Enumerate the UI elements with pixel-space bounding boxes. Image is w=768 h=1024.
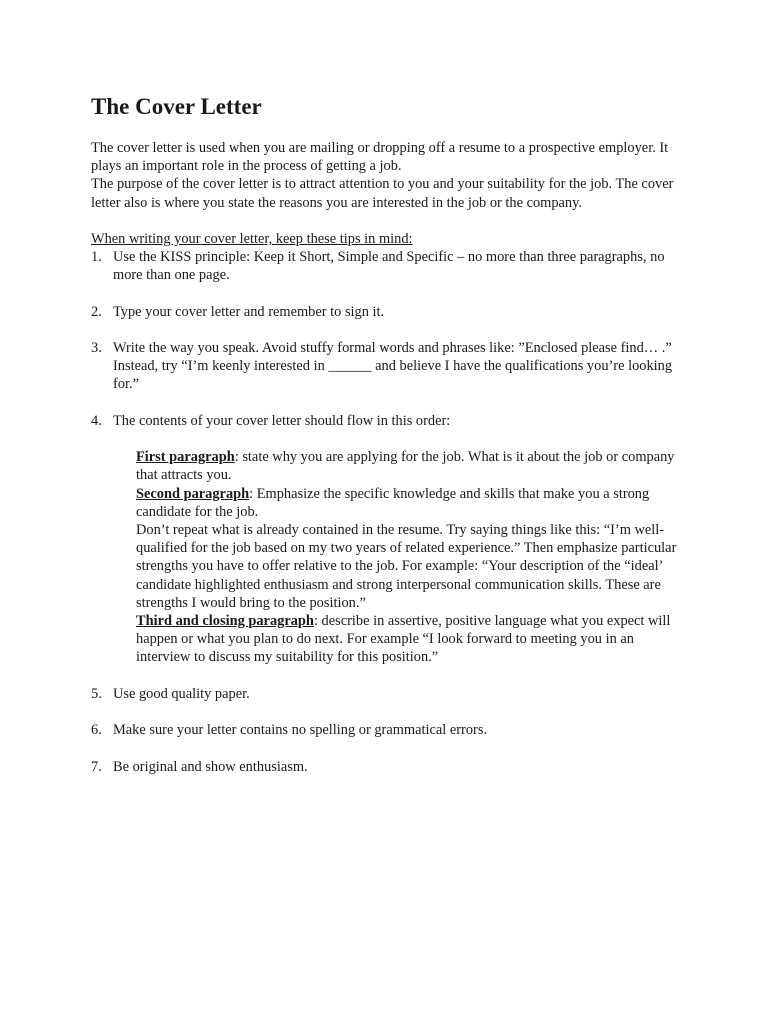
third-paragraph-label: Third and closing paragraph — [136, 613, 314, 630]
list-item-text: Type your cover letter and remember to sign it. — [113, 303, 385, 320]
list-number: 1. — [91, 249, 102, 266]
list-number: 4. — [91, 412, 102, 429]
list-item — [91, 412, 691, 667]
first-paragraph-tip — [136, 448, 691, 484]
list-item-text: Write the way you speak. Avoid stuffy formal words and phrases like: ”Enclosed please find… .” Instead, try “I’m keenly interested in ______ and believe I have the qualifications you’re looking for.” — [113, 340, 673, 393]
second-paragraph-extra: Don’t repeat what is already contained in the resume. Try saying things like this: “I’m well-qualified for the job based on my two years of related experience.” Then emphasize particular strengths you have to offer relative to the job. For example: “Your description of the “ideal’ candidate highlighted enthusiasm and strong interpersonal communication skills. These are strengths I would bring to the position.” — [136, 522, 677, 611]
list-item — [91, 303, 691, 321]
list-number: 6. — [91, 722, 102, 739]
list-item — [91, 248, 691, 284]
second-paragraph-label: Second paragraph — [136, 485, 250, 502]
second-paragraph-text: : Emphasize the specific knowledge and skills that make you a strong candidate for the job. — [136, 485, 650, 520]
third-paragraph-text: : describe in assertive, positive language what you expect will happen or what you plan to do next. For example “I look forward to meeting you in an interview to discuss my suitability for this position.” — [136, 613, 671, 666]
third-paragraph-tip — [136, 612, 691, 667]
list-item-text: Make sure your letter contains no spelling or grammatical errors. — [113, 722, 488, 739]
tips-heading: When writing your cover letter, keep these tips in mind: — [91, 230, 413, 247]
list-item-text: Use the KISS principle: Keep it Short, Simple and Specific – no more than three paragraphs, no more than one page. — [113, 249, 665, 284]
intro-paragraph: The cover letter is used when you are mailing or dropping off a resume to a prospective employer. It plays an important role in the process of getting a job. — [91, 140, 669, 175]
document-page — [91, 92, 691, 794]
list-item-text: Be original and show enthusiasm. — [113, 758, 308, 775]
list-item — [91, 721, 691, 739]
first-paragraph-text: : state why you are applying for the job. What is it about the job or company that attracts you. — [136, 449, 675, 484]
list-item — [91, 758, 691, 776]
list-number: 5. — [91, 685, 102, 702]
list-number: 7. — [91, 758, 102, 775]
tips-list — [91, 248, 691, 776]
document-title: The Cover Letter — [91, 94, 262, 119]
list-item-text: Use good quality paper. — [113, 685, 250, 702]
list-item-text: The contents of your cover letter should flow in this order: — [113, 412, 451, 429]
list-item — [91, 685, 691, 703]
list-number: 3. — [91, 340, 102, 356]
letter-structure — [136, 448, 691, 666]
intro-paragraph: The purpose of the cover letter is to attract attention to you and your suitability for the job. The cover letter also is where you state the reasons you are interested in the job or the company. — [91, 176, 674, 211]
second-paragraph-tip — [136, 485, 691, 521]
list-item — [91, 339, 691, 394]
intro-section — [91, 139, 691, 212]
first-paragraph-label: First paragraph — [136, 449, 235, 466]
list-number: 2. — [91, 303, 102, 320]
